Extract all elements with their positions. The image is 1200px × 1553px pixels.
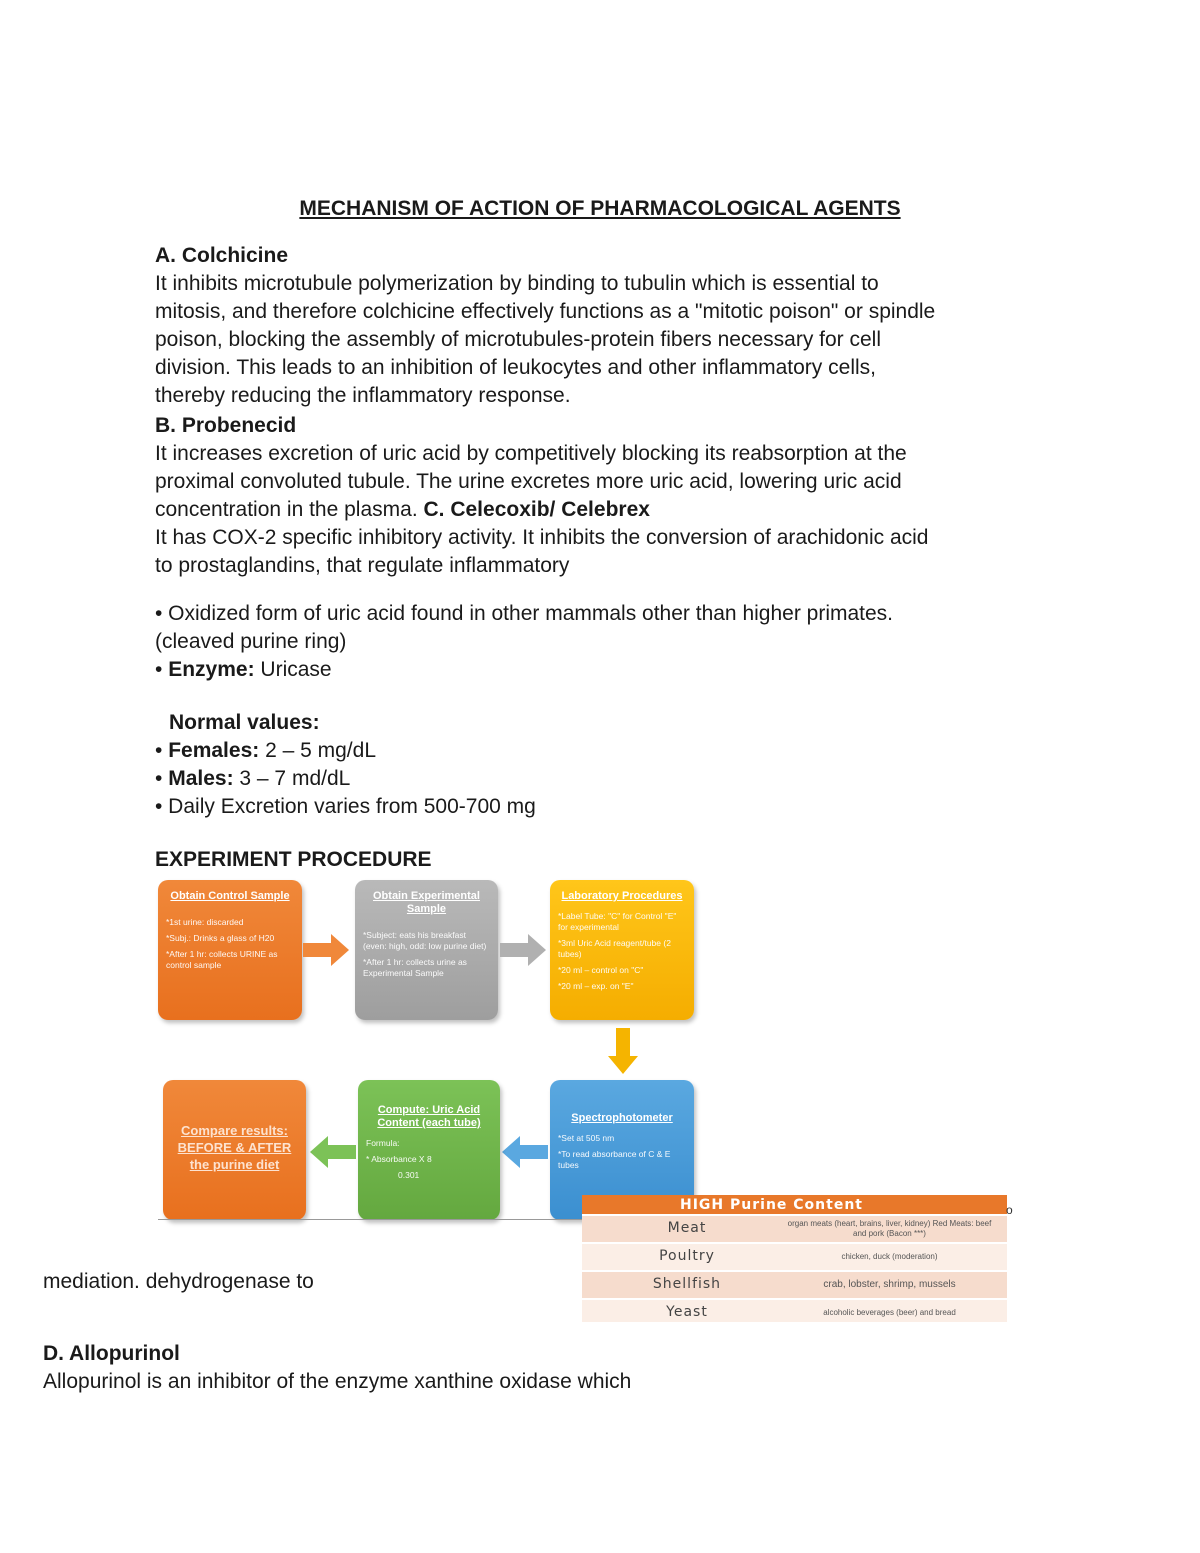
bullet: • bbox=[155, 739, 163, 762]
edge-mark: o bbox=[1006, 1203, 1013, 1217]
bullet: • bbox=[155, 767, 163, 790]
celecoxib-heading: C. Celecoxib/ Celebrex bbox=[423, 498, 650, 521]
colchicine-heading: A. Colchicine bbox=[155, 244, 289, 267]
flow-box-line: *To read absorbance of C & E tubes bbox=[558, 1149, 671, 1170]
oxidized-line: • Oxidized form of uric acid found in other mammals other than higher primates. bbox=[155, 602, 894, 625]
flow-box-line: * Absorbance X 8 bbox=[366, 1154, 432, 1164]
purine-row-value: crab, lobster, shrimp, mussels bbox=[823, 1279, 956, 1290]
flow-box-experimental-sample bbox=[355, 880, 498, 1020]
probenecid-last-line bbox=[155, 496, 1055, 524]
flow-box-control-sample bbox=[158, 880, 302, 1020]
table-row bbox=[582, 1242, 1007, 1270]
table-row bbox=[582, 1214, 1007, 1242]
flow-box-heading: Laboratory Procedures bbox=[561, 890, 683, 902]
allopurinol-section bbox=[43, 1340, 1143, 1396]
arrow-right-icon bbox=[303, 934, 349, 966]
flow-box-line: *After 1 hr: collects urine as Experimental Sample bbox=[363, 957, 467, 978]
purine-row-value: organ meats (heart, brains, liver, kidney) Red Meats: beef and pork (Bacon ***) bbox=[787, 1219, 992, 1238]
purine-row-value: chicken, duck (moderation) bbox=[841, 1252, 938, 1261]
colchicine-line: thereby reducing the inflammatory response. bbox=[155, 384, 571, 407]
purine-row-label: Yeast bbox=[666, 1304, 708, 1320]
females-value: 2 – 5 mg/dL bbox=[265, 739, 376, 762]
colchicine-line: division. This leads to an inhibition of leukocytes and other inflammatory cells, bbox=[155, 356, 876, 379]
purine-content-table bbox=[582, 1195, 1007, 1322]
colchicine-line: poison, blocking the assembly of microtubules-protein fibers necessary for cell bbox=[155, 328, 882, 351]
flow-box-compare-results bbox=[163, 1080, 306, 1220]
arrow-down-icon bbox=[608, 1028, 638, 1074]
allopurinol-heading: D. Allopurinol bbox=[43, 1342, 180, 1365]
purine-table-body bbox=[582, 1214, 1007, 1326]
probenecid-last-text: concentration in the plasma. bbox=[155, 498, 418, 521]
normal-values-section bbox=[155, 709, 1055, 821]
flow-box-line: *1st urine: discarded bbox=[166, 917, 244, 927]
males-line bbox=[155, 765, 1055, 793]
flow-box-compute bbox=[358, 1080, 500, 1220]
bullet: • bbox=[155, 658, 163, 681]
females-label: Females: bbox=[168, 739, 260, 762]
flow-box-line: *3ml Uric Acid reagent/tube (2 tubes) bbox=[558, 938, 671, 959]
enzyme-value: Uricase bbox=[260, 658, 332, 681]
flow-box-line: *Label Tube: "C" for Control "E" for experimental bbox=[558, 911, 677, 932]
page-title: MECHANISM OF ACTION OF PHARMACOLOGICAL AGENTS bbox=[299, 197, 901, 220]
flow-box-line: Formula: bbox=[366, 1138, 400, 1148]
purine-row-label: Shellfish bbox=[652, 1276, 722, 1292]
probenecid-section bbox=[155, 412, 1055, 580]
experiment-title: EXPERIMENT PROCEDURE bbox=[155, 848, 432, 871]
purine-row-label: Meat bbox=[667, 1220, 707, 1236]
probenecid-line: It increases excretion of uric acid by competitively blocking its reabsorption at the bbox=[155, 442, 907, 465]
flow-box-line: *Subj.: Drinks a glass of H20 bbox=[166, 933, 275, 943]
flow-box-heading: Obtain Control Sample bbox=[170, 890, 290, 902]
mediation-text: mediation. dehydrogenase to bbox=[43, 1270, 314, 1293]
table-row bbox=[582, 1298, 1007, 1326]
flow-box-line: *Subject: eats his breakfast (even: high, odd: low purine diet) bbox=[363, 930, 487, 951]
celecoxib-line: It has COX-2 specific inhibitory activity. It inhibits the conversion of arachidonic acid bbox=[155, 526, 929, 549]
purine-row-label: Poultry bbox=[659, 1248, 715, 1264]
females-line bbox=[155, 737, 1055, 765]
oxidized-line-2: (cleaved purine ring) bbox=[155, 630, 347, 653]
males-label: Males: bbox=[168, 767, 234, 790]
flow-box-heading: Compute: Uric Acid Content (each tube) bbox=[377, 1104, 481, 1129]
flow-box-heading: Compare results: BEFORE & AFTER the purine diet bbox=[177, 1123, 292, 1172]
flow-box-line: *20 ml – control on "C" bbox=[558, 965, 644, 975]
flow-box-line: *Set at 505 nm bbox=[558, 1133, 615, 1143]
divider bbox=[158, 1219, 598, 1220]
uric-acid-bullets bbox=[155, 600, 1055, 684]
flow-box-line: 0.301 bbox=[398, 1170, 420, 1180]
probenecid-line: proximal convoluted tubule. The urine excretes more uric acid, lowering uric acid bbox=[155, 470, 902, 493]
arrow-left-icon bbox=[502, 1136, 548, 1168]
arrow-left-icon bbox=[310, 1136, 356, 1168]
flow-box-line: *20 ml – exp. on "E" bbox=[558, 981, 634, 991]
colchicine-line: It inhibits microtubule polymerization by binding to tubulin which is essential to bbox=[155, 272, 879, 295]
daily-excretion-line: • Daily Excretion varies from 500-700 mg bbox=[155, 795, 536, 818]
enzyme-label: Enzyme: bbox=[168, 658, 255, 681]
probenecid-heading: B. Probenecid bbox=[155, 414, 297, 437]
normal-values-heading: Normal values: bbox=[169, 711, 320, 734]
males-value: 3 – 7 md/dL bbox=[239, 767, 351, 790]
allopurinol-line: Allopurinol is an inhibitor of the enzyme xanthine oxidase which bbox=[43, 1370, 632, 1393]
colchicine-section bbox=[155, 242, 1055, 410]
flow-box-heading: Obtain Experimental Sample bbox=[373, 890, 480, 915]
flow-box-line: *After 1 hr: collects URINE as control sample bbox=[166, 949, 278, 970]
colchicine-line: mitosis, and therefore colchicine effectively functions as a "mitotic poison" or spindle bbox=[155, 300, 936, 323]
flow-box-heading: Spectrophotometer bbox=[571, 1112, 673, 1124]
arrow-right-icon bbox=[500, 934, 546, 966]
enzyme-line bbox=[155, 656, 1055, 684]
table-row bbox=[582, 1270, 1007, 1298]
flow-box-laboratory-procedures bbox=[550, 880, 694, 1020]
celecoxib-line: to prostaglandins, that regulate inflammatory bbox=[155, 554, 570, 577]
purine-table-title: HIGH Purine Content bbox=[582, 1195, 1007, 1214]
purine-row-value: alcoholic beverages (beer) and bread bbox=[823, 1308, 956, 1317]
